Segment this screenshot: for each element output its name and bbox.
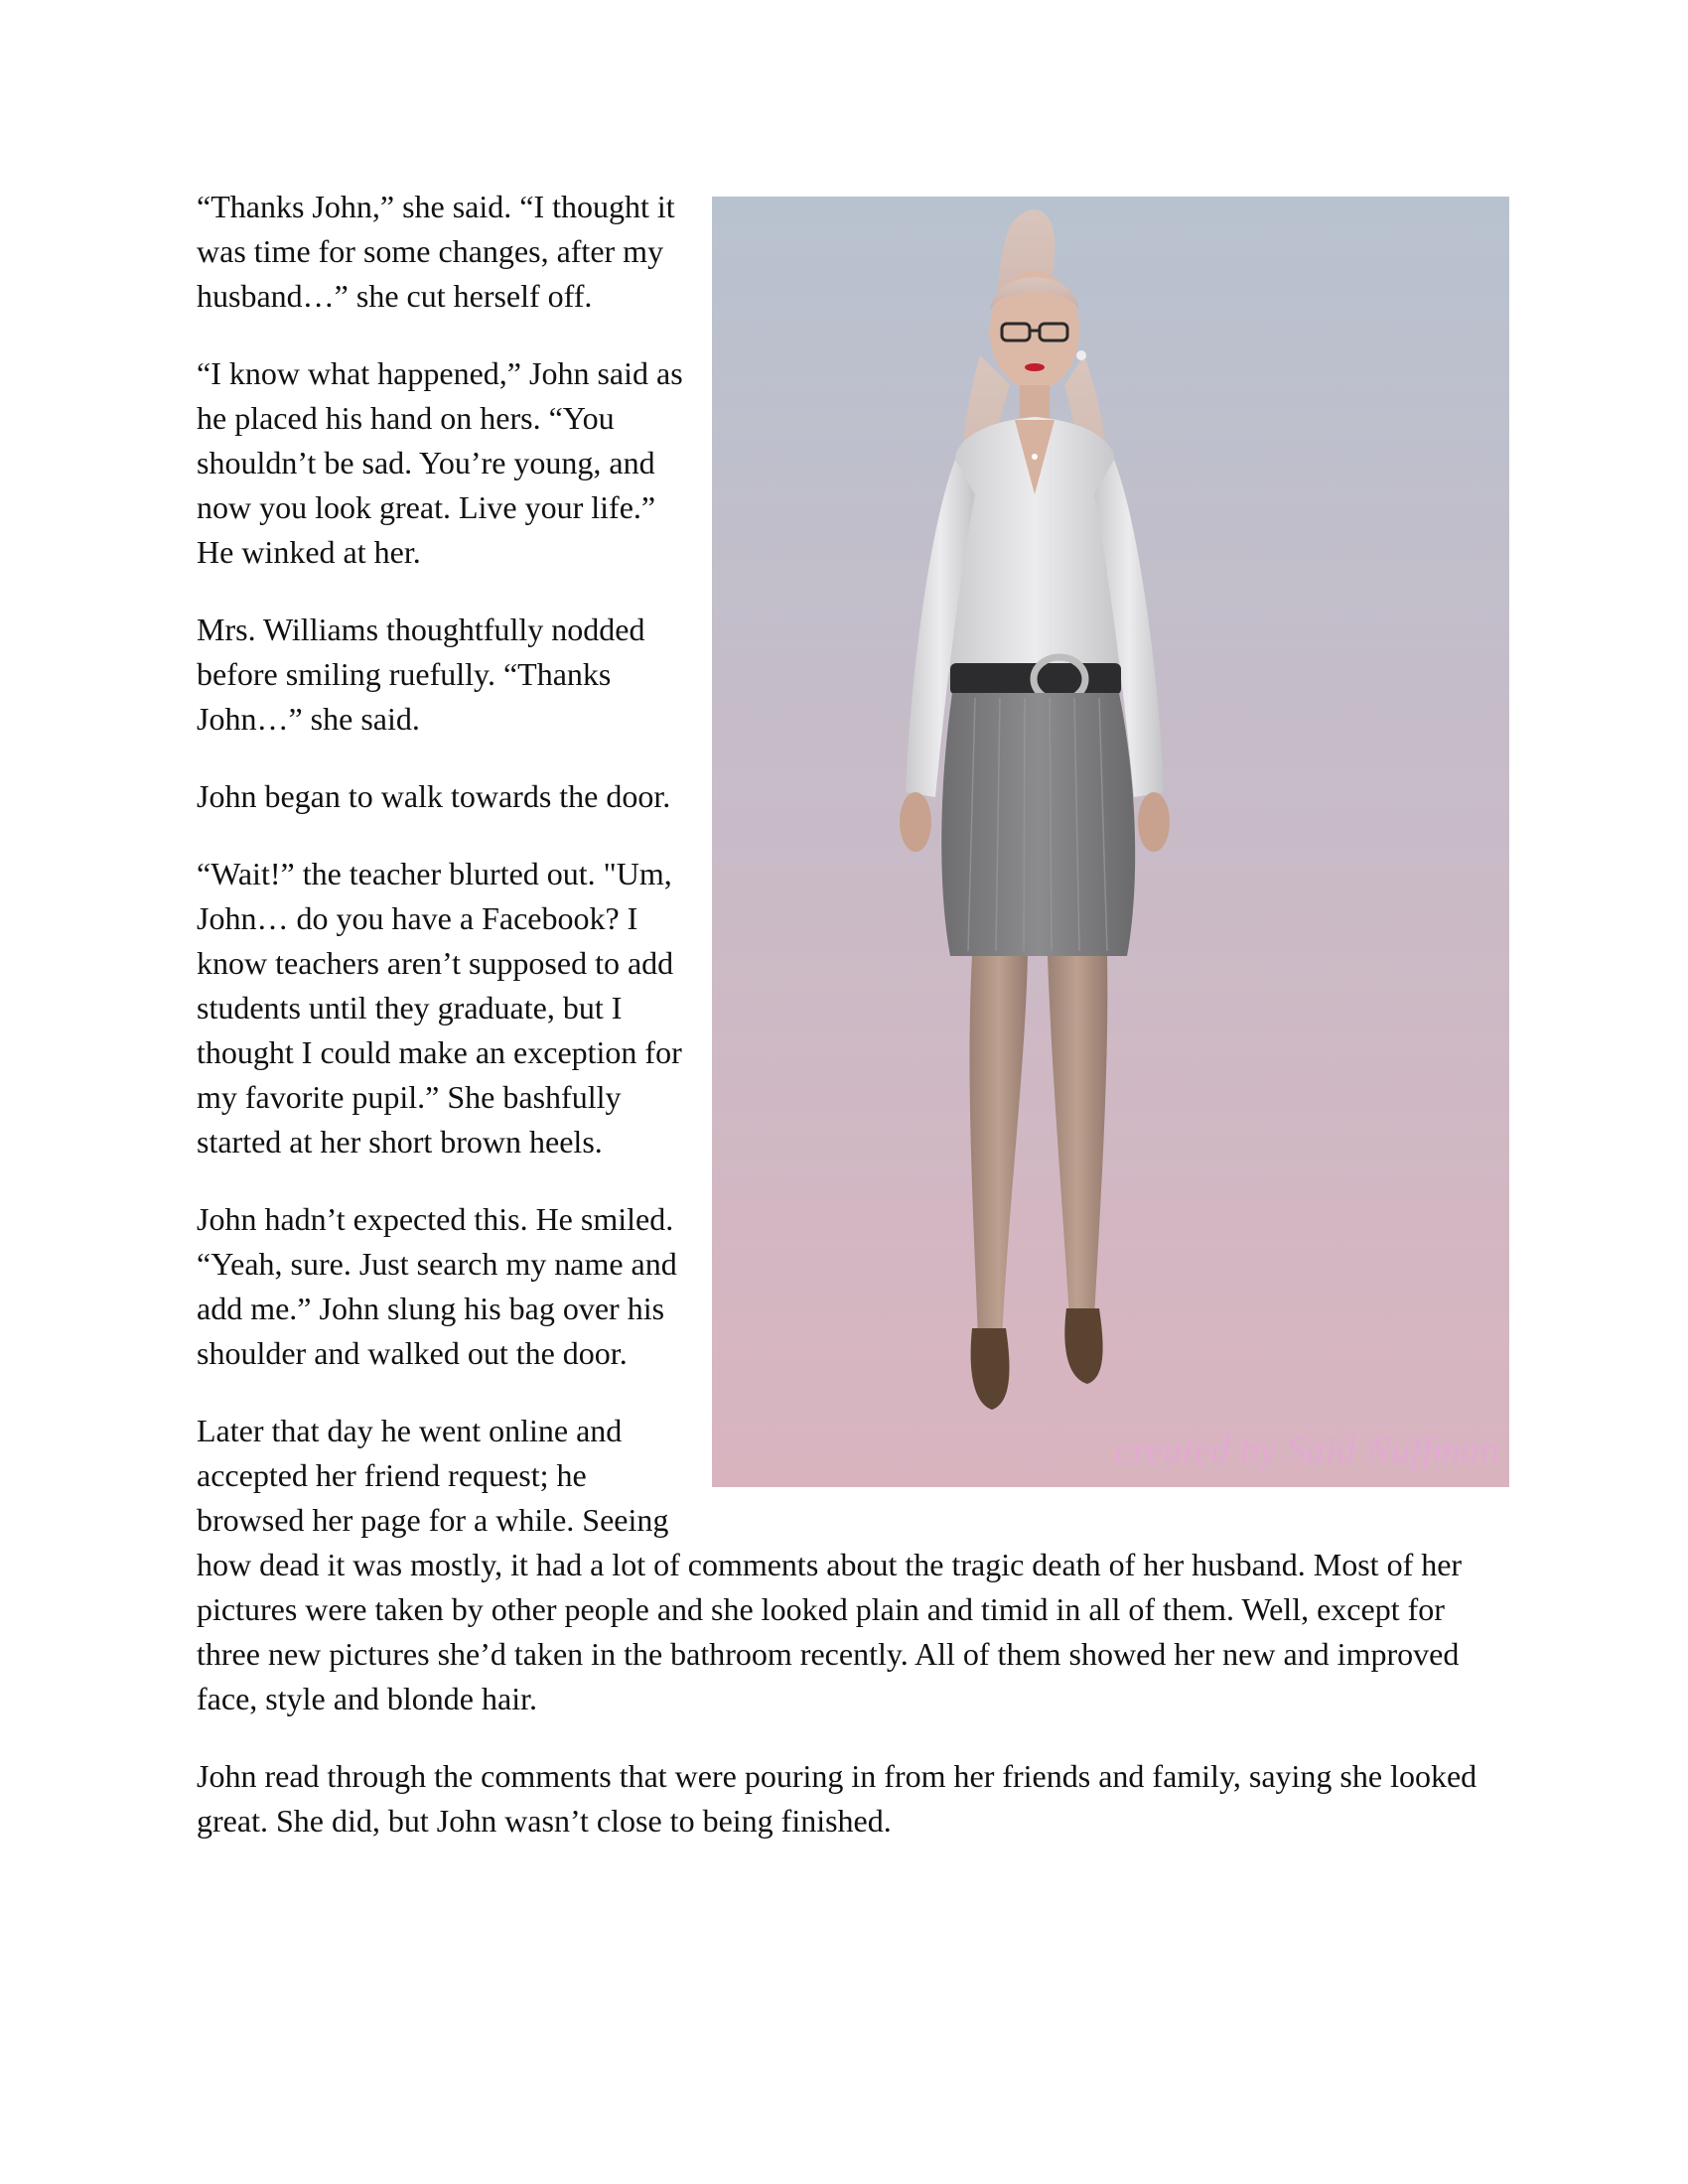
paragraph: John read through the comments that were pouring in from her friends and family, saying she looked great. She did, but John wasn’t close to being finished. — [197, 1758, 1477, 1839]
story-text — [197, 185, 1509, 1876]
paragraph: “I know what happened,” John said as he placed his hand on hers. “You shouldn’t be sad. You’re young, and now you look great. Live your life.” He winked at her. — [197, 355, 683, 570]
paragraph: John began to walk towards the door. — [197, 778, 671, 814]
paragraph: Mrs. Williams thoughtfully nodded before smiling ruefully. “Thanks John…” she said. — [197, 612, 645, 737]
watermark-text: created by Said Nuffman — [1115, 1430, 1499, 1471]
woman-standing-illustration — [712, 197, 1509, 1487]
illustration-image — [712, 197, 1509, 1487]
paragraph: John hadn’t expected this. He smiled. “Yeah, sure. Just search my name and add me.” John slung his bag over his shoulder and walked out the door. — [197, 1201, 677, 1371]
paragraph: Later that day he went online and accepted her friend request; he browsed her page for a while. Seeing how dead it was mostly, it had a lot of comments about the tragic death of her husband. Most of her pictures were taken by other people and she looked plain and timid in all of them. Well, except for three new pictures she’d taken in the bathroom recently. All of them showed her new and improved face, style and blonde hair. — [197, 1413, 1463, 1716]
paragraph: “Wait!” the teacher blurted out. "Um, John… do you have a Facebook? I know teachers aren’t supposed to add students until they graduate, but I thought I could make an exception for my favorite pupil.” She bashfully started at her short brown heels. — [197, 856, 682, 1160]
paragraph: “Thanks John,” she said. “I thought it was time for some changes, after my husband…” she cut herself off. — [197, 189, 675, 314]
